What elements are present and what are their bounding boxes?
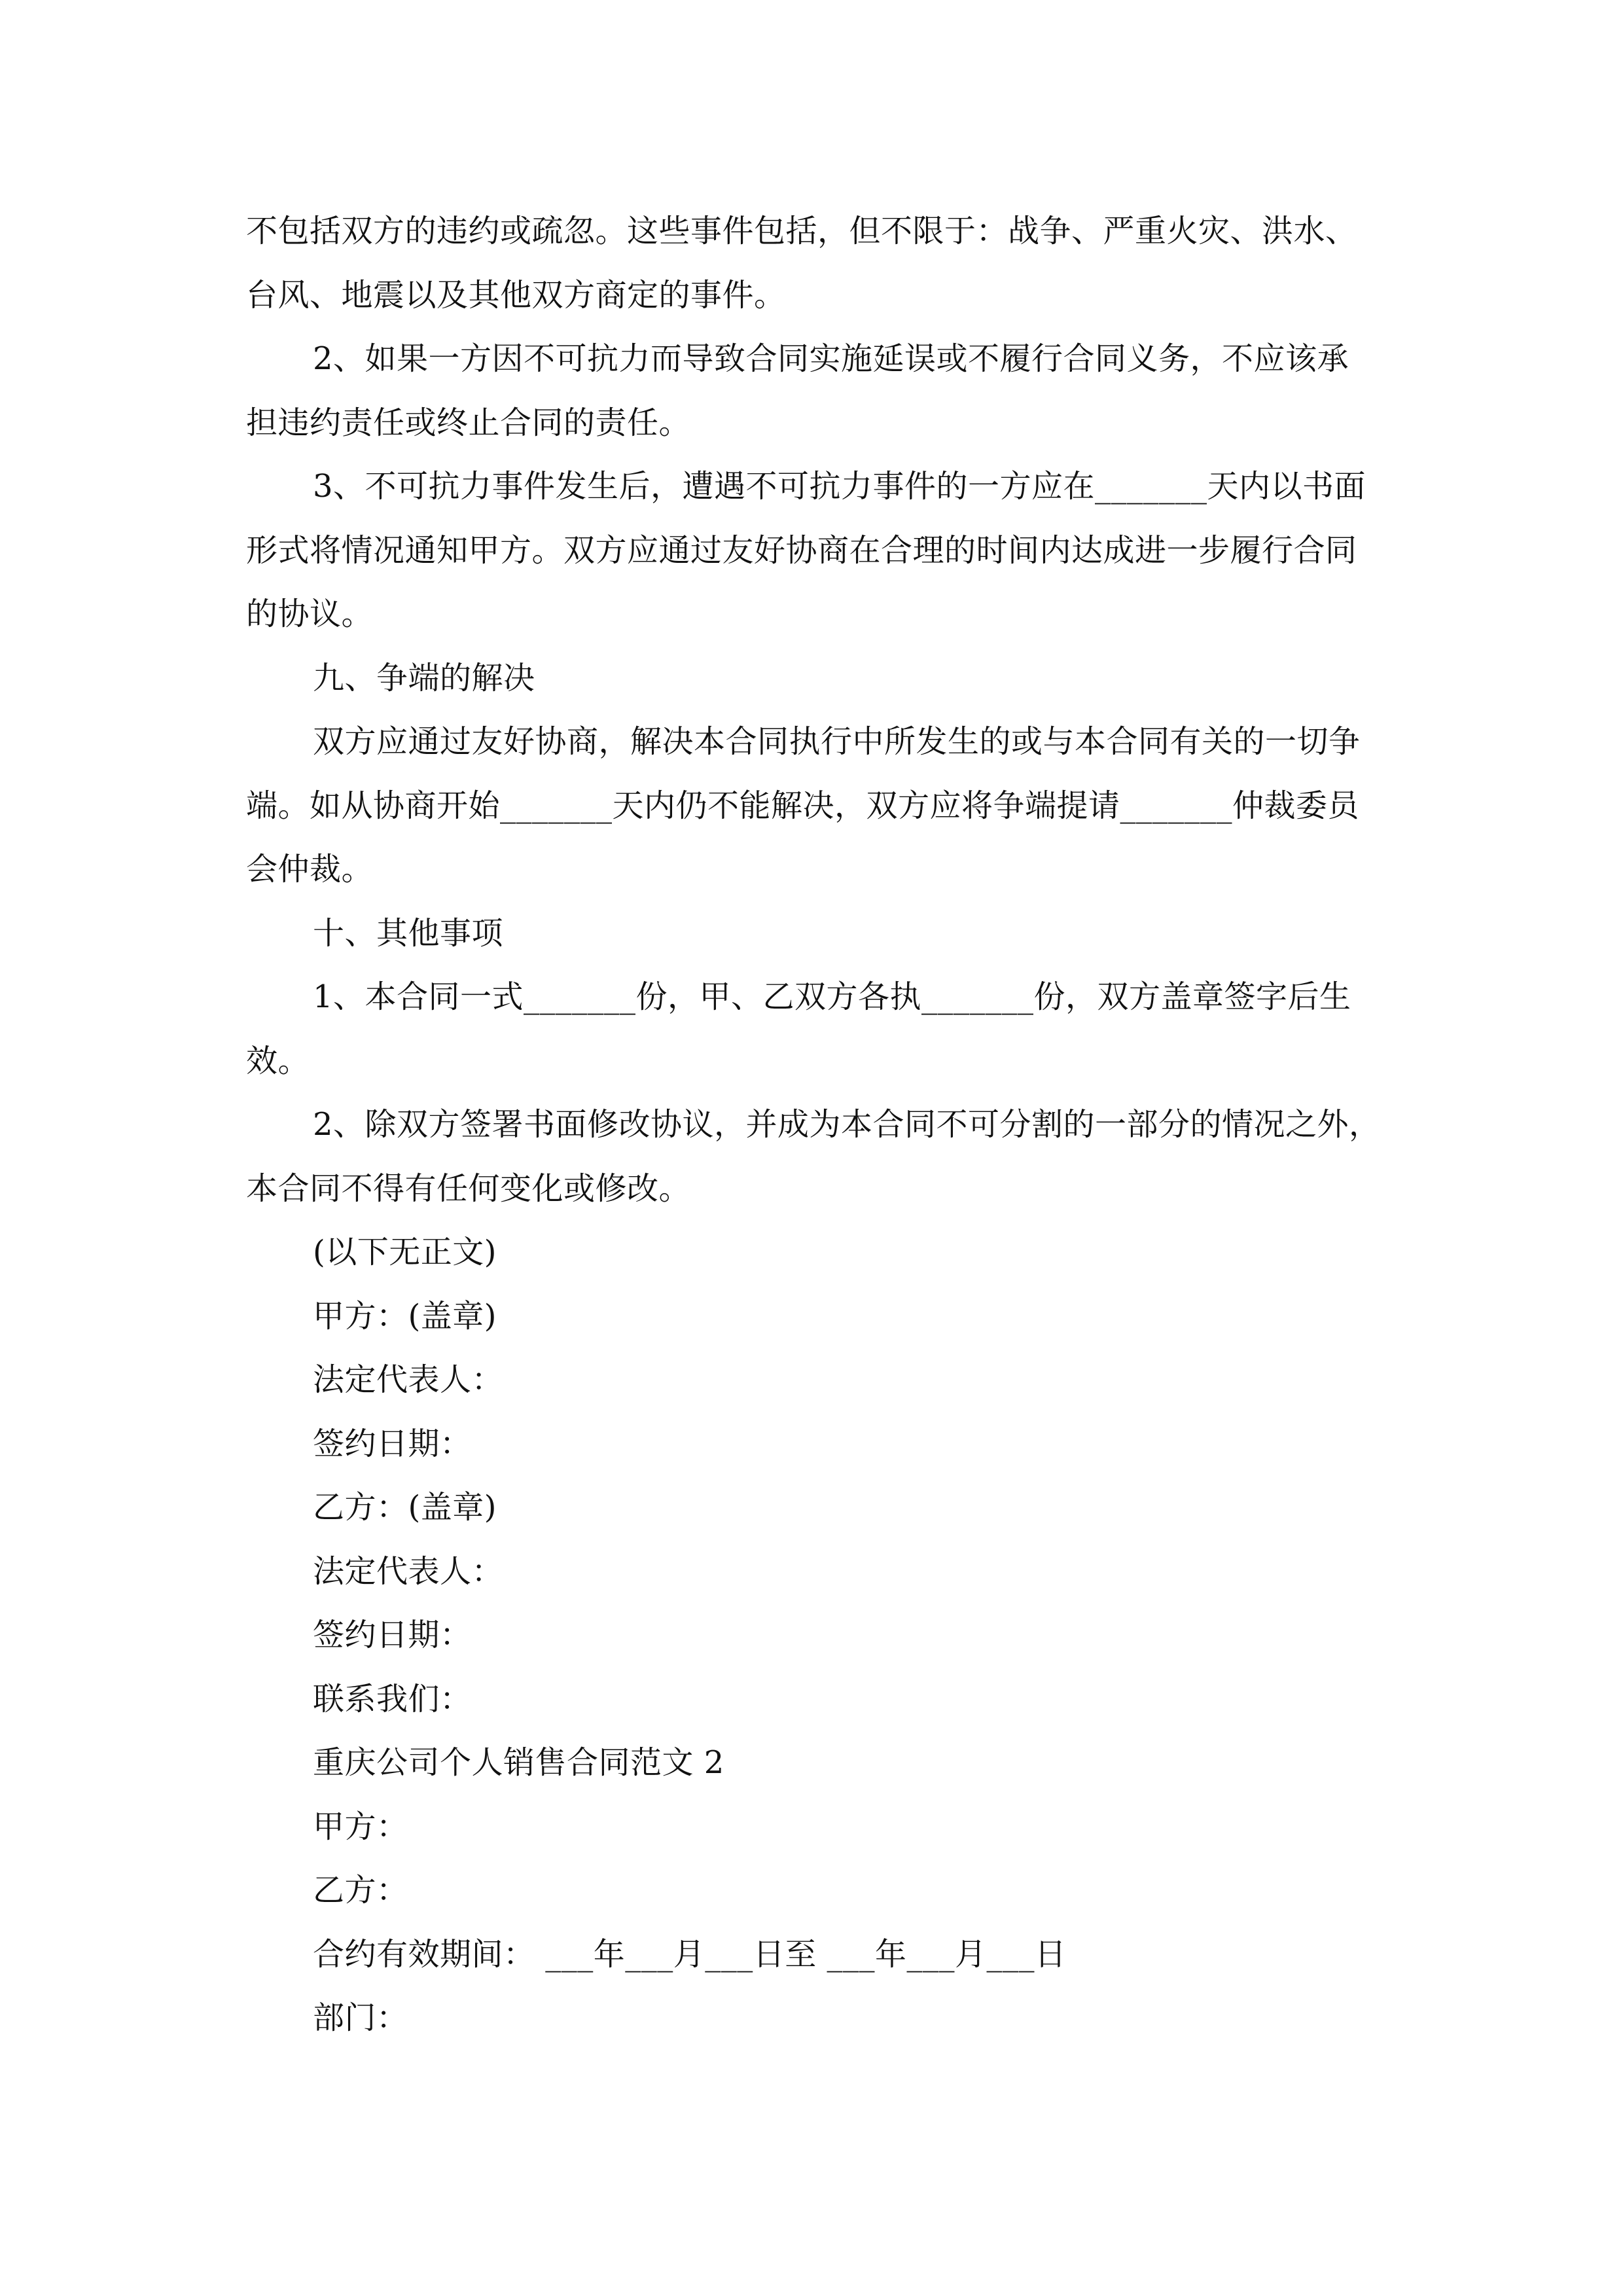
signature-field: 乙方：(盖章) bbox=[313, 1489, 497, 1526]
signature-field: 签约日期： bbox=[313, 1617, 472, 1653]
text-line: (以下无正文) bbox=[313, 1234, 497, 1270]
form-field: 部门： bbox=[313, 2000, 408, 2036]
signature-field: 法定代表人： bbox=[313, 1552, 504, 1590]
document-body bbox=[246, 200, 1381, 2051]
text-line: 会仲裁。 bbox=[246, 851, 374, 888]
text-line: 台风、地震以及其他双方商定的事件。 bbox=[246, 276, 786, 314]
text-line: 不包括双方的违约或疏忽。这些事件包括，但不限于：战争、严重火灾、洪水、 bbox=[246, 213, 1357, 249]
text-line: 形式将情况通知甲方。双方应通过友好协商在合理的时间内达成进一步履行合同 bbox=[246, 531, 1357, 569]
section-heading: 十、其他事项 bbox=[313, 914, 504, 952]
signature-field: 法定代表人： bbox=[313, 1361, 504, 1398]
text-line: 的协议。 bbox=[246, 596, 374, 632]
text-line: 效。 bbox=[246, 1042, 310, 1079]
document-title: 重庆公司个人销售合同范文 2 bbox=[313, 1744, 724, 1781]
text-line: 1、本合同一式_______份，甲、乙双方各执_______份，双方盖章签字后生 bbox=[313, 978, 1351, 1015]
text-line: 联系我们： bbox=[313, 1680, 472, 1717]
signature-field: 甲方：(盖章) bbox=[313, 1297, 497, 1335]
text-line: 2、除双方签署书面修改协议，并成为本合同不可分割的一部分的情况之外， bbox=[313, 1106, 1381, 1143]
form-field: 乙方： bbox=[313, 1872, 408, 1909]
form-field: 甲方： bbox=[313, 1808, 408, 1845]
text-line: 担违约责任或终止合同的责任。 bbox=[246, 404, 691, 441]
form-field: 合约有效期间： ___年___月___日至 ___年___月___日 bbox=[313, 1935, 1067, 1973]
text-line: 端。如从协商开始_______天内仍不能解决，双方应将争端提请_______仲裁委员 bbox=[246, 787, 1360, 824]
signature-field: 签约日期： bbox=[313, 1425, 472, 1462]
text-line: 本合同不得有任何变化或修改。 bbox=[246, 1170, 691, 1207]
text-line: 3、不可抗力事件发生后，遭遇不可抗力事件的一方应在_______天内以书面 bbox=[313, 468, 1366, 505]
text-line: 双方应通过友好协商，解决本合同执行中所发生的或与本合同有关的一切争 bbox=[313, 723, 1361, 760]
text-line: 2、如果一方因不可抗力而导致合同实施延误或不履行合同义务，不应该承 bbox=[313, 340, 1349, 377]
section-heading: 九、争端的解决 bbox=[313, 659, 535, 696]
